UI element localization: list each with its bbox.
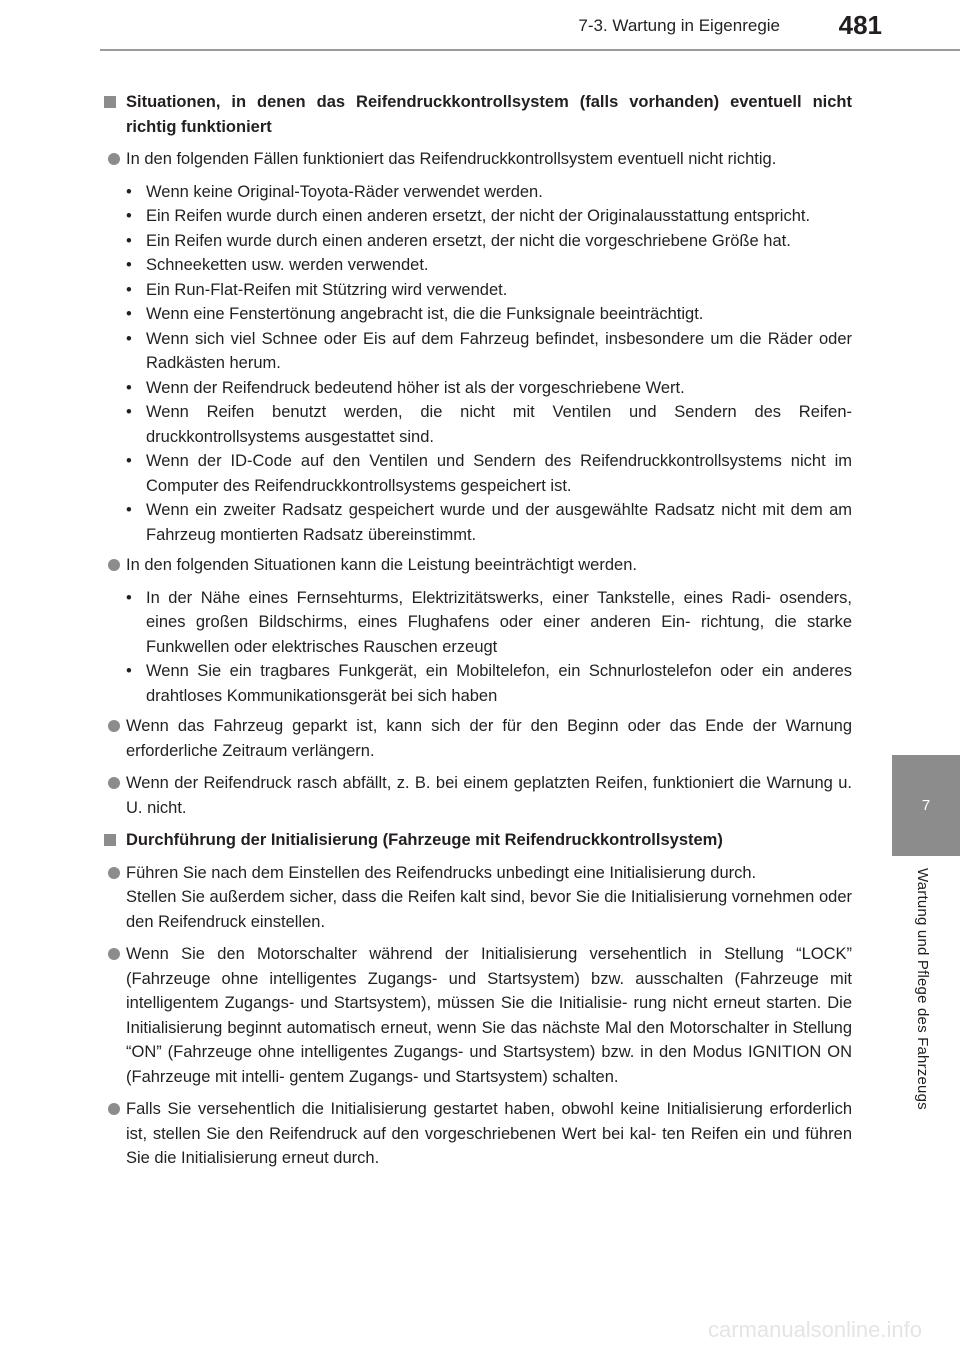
dot-bullet-icon: • <box>126 403 132 421</box>
dot-bullet-icon: • <box>126 662 132 680</box>
sub-list-text: Ein Reifen wurde durch einen anderen ersetzt, der nicht der Originalausstattung entspricht. <box>146 207 811 225</box>
sub-list-text: Ein Run-Flat-Reifen mit Stützring wird verwendet. <box>146 280 508 299</box>
sub-list-item <box>104 376 852 401</box>
circle-bullet-icon <box>108 867 120 879</box>
chapter-title-vertical <box>914 868 938 1148</box>
bullet-text: In den folgenden Fällen funktioniert das Reifendruckkontrollsystem eventuell nicht richtig. <box>126 150 777 168</box>
circle-bullet-icon <box>108 1103 120 1115</box>
square-bullet-icon <box>104 834 116 846</box>
bullet-item <box>104 1097 852 1171</box>
dot-bullet-icon: • <box>126 378 132 397</box>
page-number: 481 <box>838 10 882 40</box>
bullet-item <box>104 714 852 763</box>
bullet-text: Wenn der Reifendruck rasch abfällt, z. B. bei einem geplatzten Reifen, funktioniert die Warnung u. U. nicht. <box>126 774 852 817</box>
sub-list-text: Wenn ein zweiter Radsatz gespeichert wurde und der ausgewählte Radsatz nicht mit dem am Fahrzeug montierten Radsatz übereinstimmt. <box>146 501 852 544</box>
sub-list-text: Wenn sich viel Schnee oder Eis auf dem Fahrzeug befindet, insbesondere um die Räder oder Radkästen herum. <box>146 329 852 372</box>
dot-bullet-icon: • <box>126 305 132 323</box>
page-content <box>104 90 852 1179</box>
dot-bullet-icon: • <box>126 588 132 607</box>
bullet-item <box>104 861 852 935</box>
bullet-item <box>104 771 852 820</box>
sub-list-item <box>104 278 852 303</box>
bullet-item <box>104 942 852 1089</box>
section-heading <box>104 828 852 853</box>
sub-list-item <box>104 498 852 547</box>
bullet-text-continued: Stellen Sie außerdem sicher, dass die Reifen kalt sind, bevor Sie die Initialisierung vornehmen oder den Reifendruck einstellen. <box>126 888 852 931</box>
sub-list-text: Wenn keine Original-Toyota-Räder verwendet werden. <box>146 182 543 201</box>
circle-bullet-icon <box>108 948 120 960</box>
bullet-item <box>104 147 852 172</box>
sub-list-text: Wenn der ID-Code auf den Ventilen und Sendern des Reifendruckkontrollsystems nicht im Computer des Reifendruckkontrollsystems gespeichert ist. <box>146 452 852 495</box>
section-title: 7-3. Wartung in Eigenregie <box>578 16 780 35</box>
sub-list-text: Ein Reifen wurde durch einen anderen ersetzt, der nicht die vorgeschriebene Größe hat. <box>146 231 791 250</box>
dot-bullet-icon: • <box>126 231 132 250</box>
circle-bullet-icon <box>108 777 120 789</box>
chapter-title: Wartung und Pflege des Fahrzeugs <box>914 868 931 1110</box>
page-header <box>0 0 960 50</box>
circle-bullet-icon <box>108 153 120 165</box>
dot-bullet-icon: • <box>126 182 132 201</box>
sub-list-item <box>104 204 852 229</box>
sub-list-text: Wenn Reifen benutzt werden, die nicht mit Ventilen und Sendern des Reifen- druckkontrollsystems ausgestattet sind. <box>146 403 852 446</box>
bullet-text: In den folgenden Situationen kann die Leistung beeinträchtigt werden. <box>126 556 637 574</box>
sub-list <box>104 586 852 709</box>
circle-bullet-icon <box>108 720 120 732</box>
dot-bullet-icon: • <box>126 452 132 470</box>
square-bullet-icon <box>104 96 116 108</box>
sub-list-text: Wenn der Reifendruck bedeutend höher ist als der vorgeschriebene Wert. <box>146 378 685 397</box>
sub-list-item <box>104 449 852 498</box>
section-heading-text: Situationen, in denen das Reifendruckkontrollsystem (falls vorhanden) eventuell nicht richtig funktioniert <box>126 93 852 136</box>
sub-list-item <box>104 180 852 205</box>
sub-list-text: Wenn eine Fenstertönung angebracht ist, die die Funksignale beeinträchtigt. <box>146 305 704 323</box>
sub-list-item <box>104 659 852 708</box>
bullet-item <box>104 553 852 578</box>
watermark-text: carmanualsonline.info <box>707 1317 922 1342</box>
section-heading-text: Durchführung der Initialisierung (Fahrzeuge mit Reifendruckkontrollsystem) <box>126 831 723 849</box>
section-heading <box>104 90 852 139</box>
dot-bullet-icon: • <box>126 256 132 274</box>
chapter-number: 7 <box>921 797 931 814</box>
watermark <box>0 1315 960 1345</box>
sub-list-item <box>104 327 852 376</box>
sub-list-item <box>104 586 852 660</box>
sub-list <box>104 180 852 548</box>
dot-bullet-icon: • <box>126 329 132 348</box>
bullet-text: Falls Sie versehentlich die Initialisierung gestartet haben, obwohl keine Initialisierung erforderlich ist, stellen Sie den Reifendruck auf den vorgeschriebenen Wert bei kal- ten Reifen ein und führen Sie die Initialisierung erneut durch. <box>126 1100 852 1167</box>
chapter-tab <box>892 755 960 856</box>
sub-list-text: Wenn Sie ein tragbares Funkgerät, ein Mobiltelefon, ein Schnurlostelefon oder ein anderes drahtloses Kommunikationsgerät bei sich haben <box>146 662 852 705</box>
sub-list-item <box>104 400 852 449</box>
sub-list-text: Schneeketten usw. werden verwendet. <box>146 256 429 274</box>
header-rule <box>100 49 960 51</box>
sub-list-item <box>104 253 852 278</box>
sub-list-text: In der Nähe eines Fernsehturms, Elektrizitätswerks, einer Tankstelle, eines Radi- osenders, eines großen Bildschirms, eines Flughafens oder einer anderen Ein- richtung, die starke Funkwellen oder elektrisches Rauschen erzeugt <box>146 588 852 656</box>
circle-bullet-icon <box>108 559 120 571</box>
bullet-text: Wenn Sie den Motorschalter während der Initialisierung versehentlich in Stellung “LOCK” (Fahrzeuge ohne intelligentes Zugangs- und Startsystem) bzw. ausschalten (Fahrzeuge mit intelligentem Zugangs- und Startsystem), müssen Sie die Initialisie- rung nicht erneut starten. Die Initialisierung beginnt automatisch erneut, wenn Sie das nächste Mal den Motorschalter in Stellung “ON” (Fahrzeuge ohne intelligentes Zugangs- und Startsystem) bzw. in den Modus IGNITION ON (Fahrzeuge mit intelli- gentem Zugangs- und Startsystem) schalten. <box>126 945 852 1086</box>
bullet-text: Wenn das Fahrzeug geparkt ist, kann sich der für den Beginn oder das Ende der Warnung erforderliche Zeitraum verlängern. <box>126 717 852 760</box>
dot-bullet-icon: • <box>126 501 132 519</box>
sub-list-item <box>104 229 852 254</box>
dot-bullet-icon: • <box>126 280 132 299</box>
dot-bullet-icon: • <box>126 207 132 225</box>
bullet-text: Führen Sie nach dem Einstellen des Reifendrucks unbedingt eine Initialisierung durch. <box>126 863 757 882</box>
sub-list-item <box>104 302 852 327</box>
